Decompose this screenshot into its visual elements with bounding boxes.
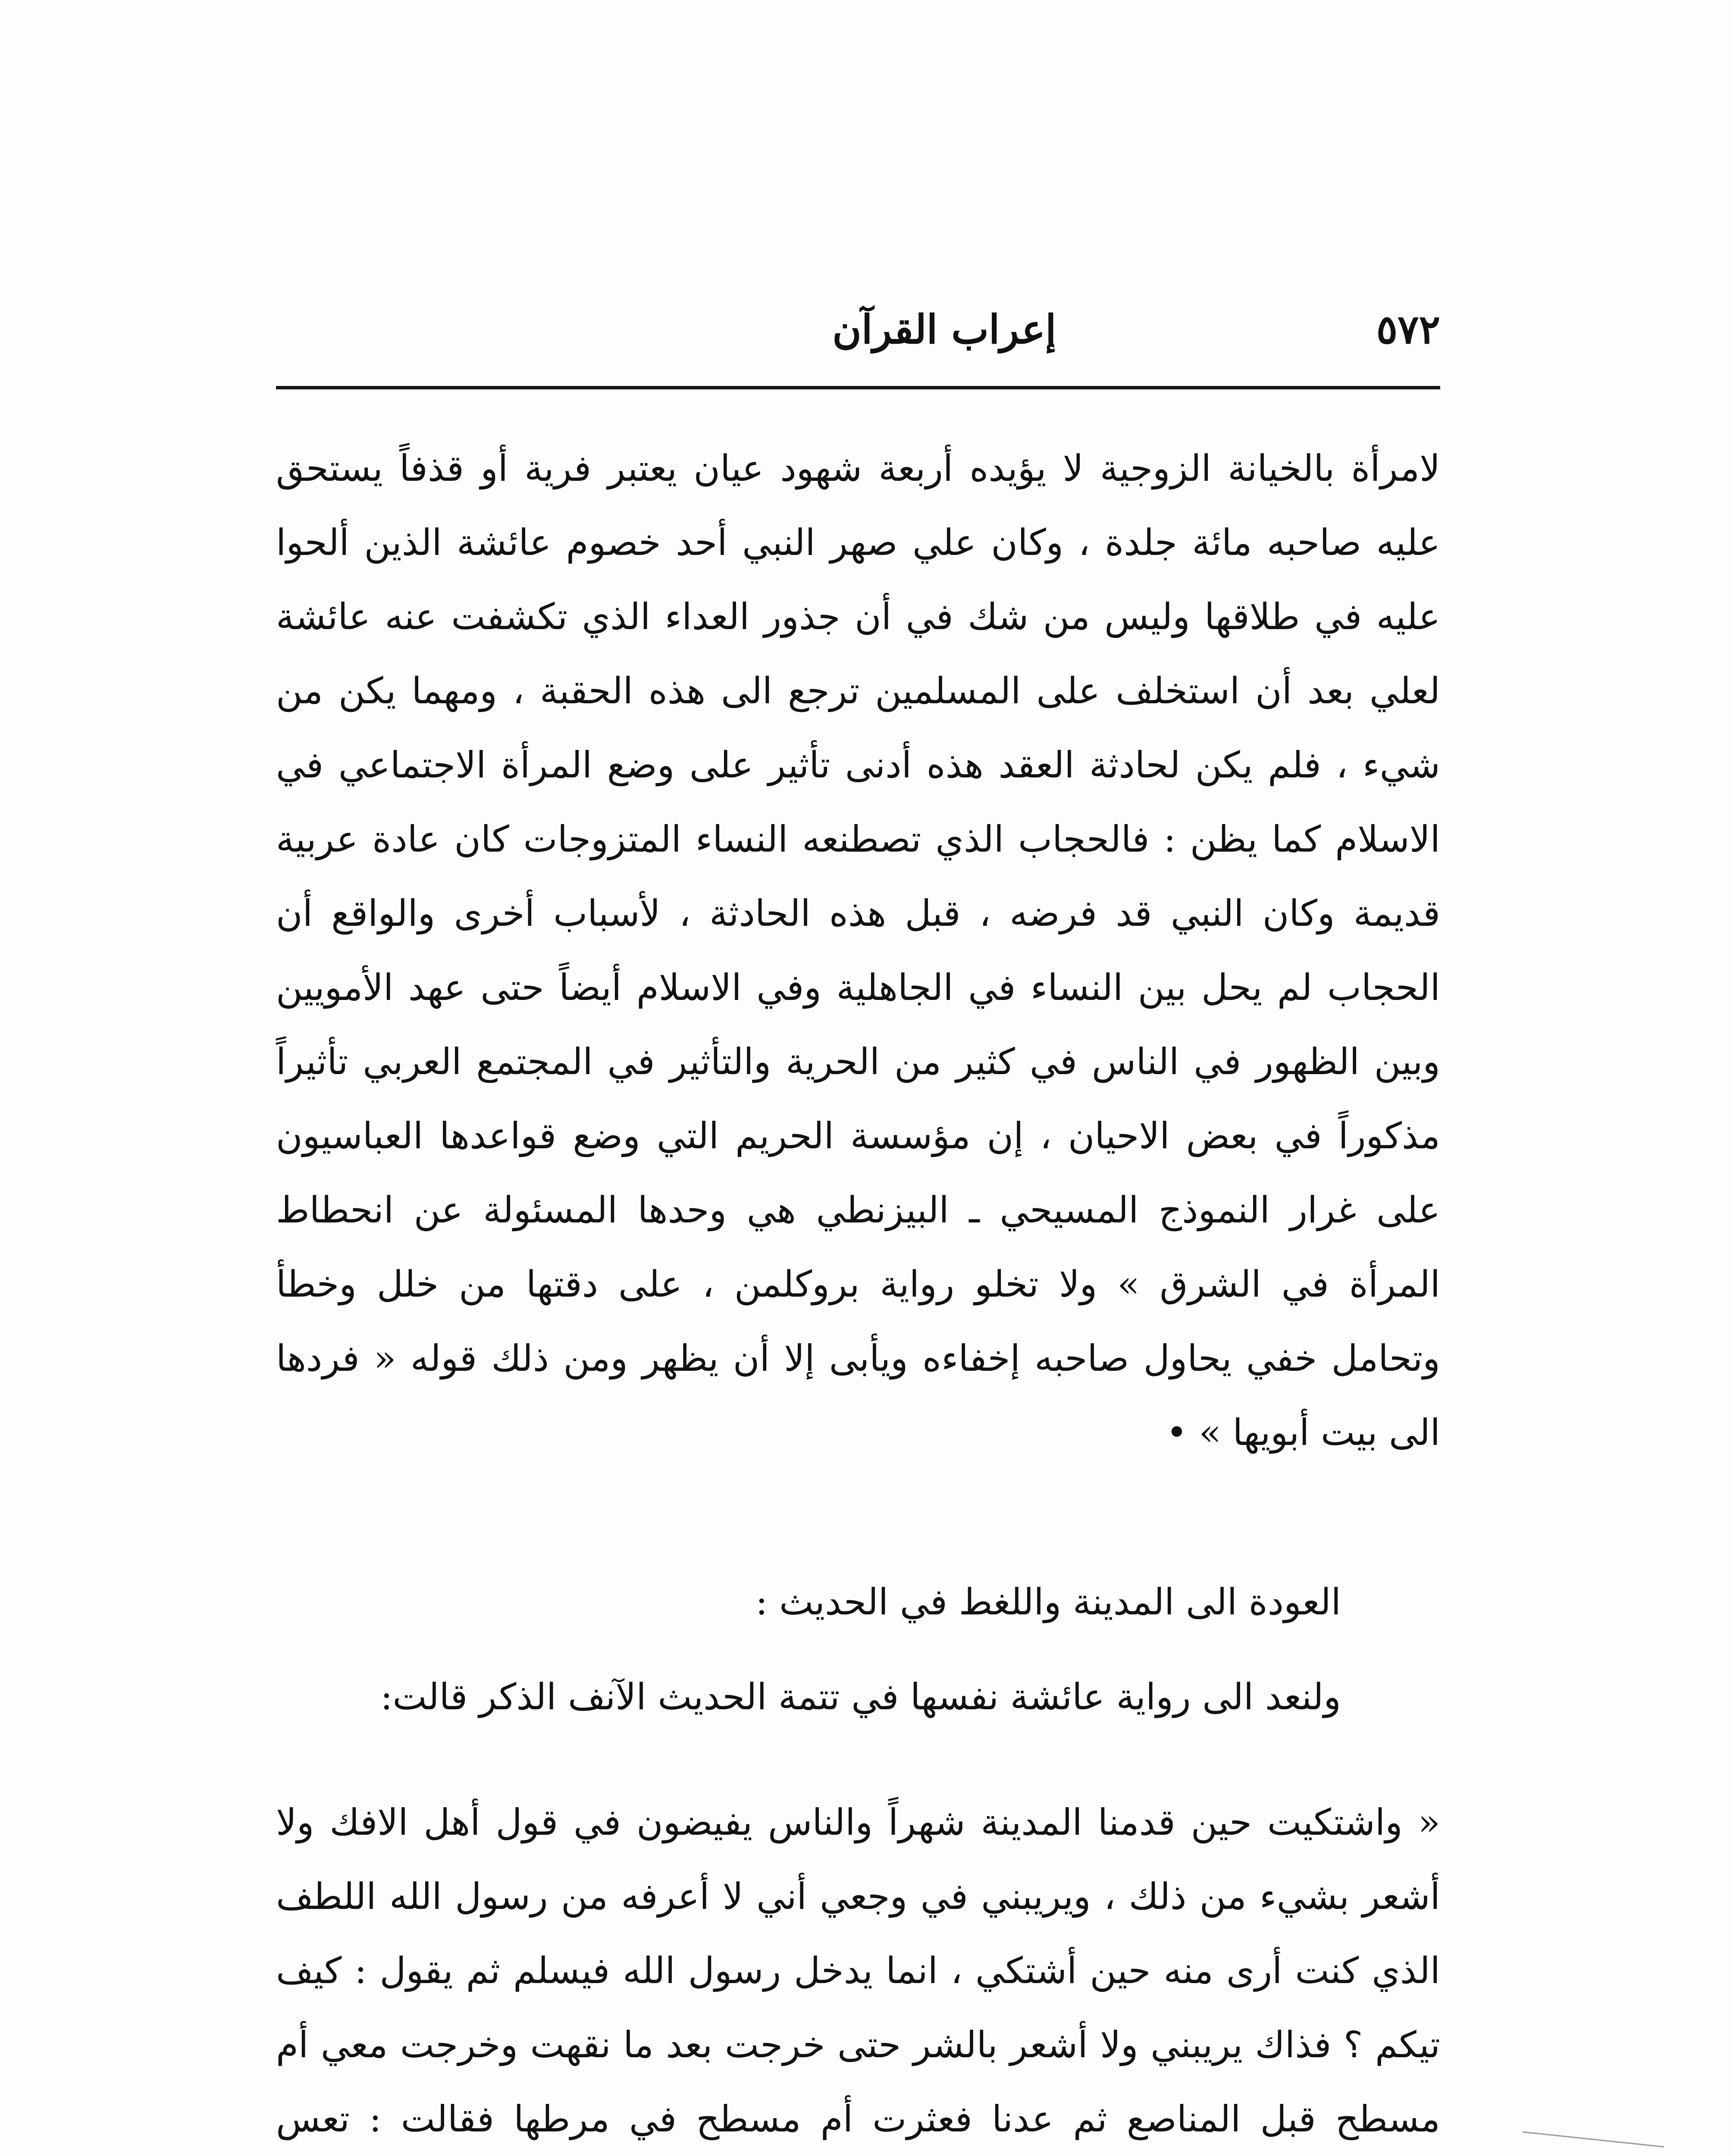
page-number: ٥٧٢ (1376, 306, 1440, 353)
paragraph-body-1: لامرأة بالخيانة الزوجية لا يؤيده أربعة شهود عيان يعتبر فرية أو قذفاً يستحق عليه صاحبه مائة جلدة ، وكان علي صهر النبي أحد خصوم عائشة الذين ألحوا عليه في طلاقها وليس من شك في أن جذور العداء الذي تكشفت عنه عائشة لعلي بعد أن استخلف على المسلمين ترجع الى هذه الحقبة ، ومهما يكن من شيء ، فلم يكن لحادثة العقد هذه أدنى تأثير على وضع المرأة الاجتماعي في الاسلام كما يظن : فالحجاب الذي تصطنعه النساء المتزوجات كان عادة عربية قديمة وكان النبي قد فرضه ، قبل هذه الحادثة ، لأسباب أخرى والواقع أن الحجاب لم يحل بين النساء في الجاهلية وفي الاسلام أيضاً حتى عهد الأمويين وبين الظهور في الناس في كثير من الحرية والتأثير في المجتمع العربي تأثيراً مذكوراً في بعض الاحيان ، إن مؤسسة الحريم التي وضع قواعدها العباسيون على غرار النموذج المسيحي ـ البيزنطي هي وحدها المسئولة عن انحطاط المرأة في الشرق » ولا تخلو رواية بروكلمن ، على دقتها من خلل وخطأ وتحامل خفي يحاول صاحبه إخفاءه ويأبى إلا أن يظهر ومن ذلك قوله « فردها الى بيت أبويها » • (276, 447, 1440, 1454)
page-header (276, 302, 1440, 375)
paragraph-body-2: ولنعد الى رواية عائشة نفسها في تتمة الحديث الآنف الذكر قالت: (380, 1676, 1341, 1718)
margin-scan-mark (1523, 2131, 1664, 2147)
paragraph-quote: « واشتكيت حين قدمنا المدينة شهراً والناس يفيضون في قول أهل الافك ولا أشعر بشيء من ذلك ، ويريبني في وجعي أني لا أعرفه من رسول الله اللطف الذي كنت أرى منه حين أشتكي ، انما يدخل رسول الله فيسلم ثم يقول : كيف تيكم ؟ فذاك يريبني ولا أشعر بالشر حتى خرجت بعد ما نقهت وخرجت معي أم مسطح قبل المناصع ثم عدنا فعثرت أم مسطح في مرطها فقالت : تعس (276, 1801, 1441, 2140)
running-title: إعراب القرآن (832, 306, 1056, 353)
section-heading: العودة الى المدينة واللغط في الحديث : (755, 1581, 1341, 1623)
header-divider (276, 386, 1440, 389)
